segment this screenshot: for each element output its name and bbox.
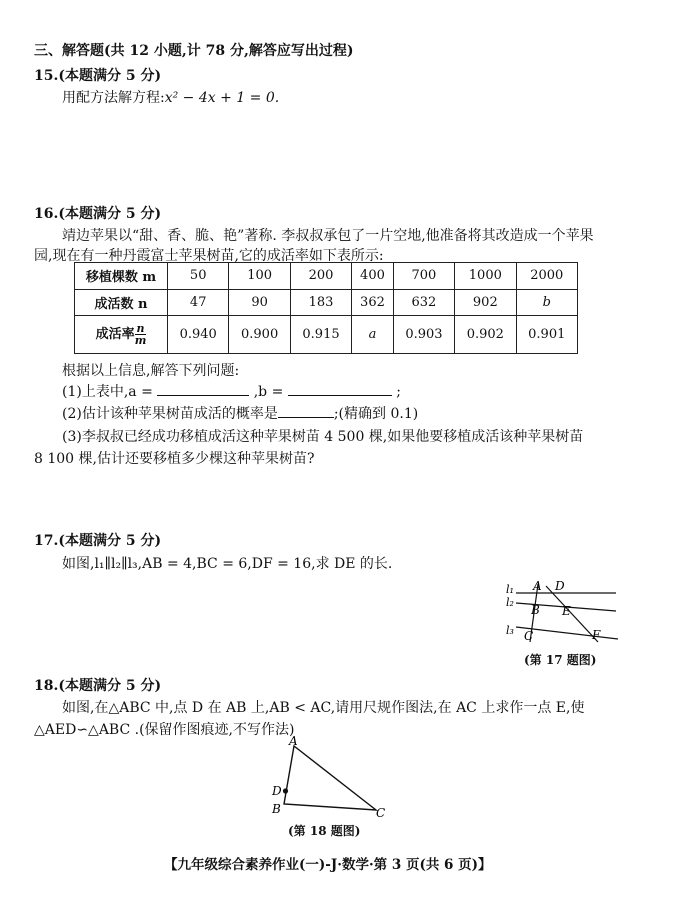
q16-part3-line2: 8 100 棵,估计还要移植多少棵这种苹果树苗?	[34, 451, 315, 467]
label-b: B	[272, 802, 281, 816]
answer-blank-b[interactable]	[288, 395, 392, 396]
q16-part2-prefix: (2)估计该种苹果树苗成活的概率是	[62, 406, 278, 422]
label-e: E	[562, 604, 571, 618]
point-d	[283, 788, 288, 793]
q17-figure-caption: (第 17 题图)	[524, 653, 597, 667]
rate-fraction-num: n	[136, 322, 145, 335]
q18-figure-caption: (第 18 题图)	[288, 824, 361, 838]
table-cell: 200	[290, 263, 351, 290]
label-c: C	[524, 629, 534, 643]
table-cell: 632	[393, 289, 454, 316]
table-cell: b	[516, 289, 577, 316]
table-cell: 2000	[516, 263, 577, 290]
label-l2: l₂	[506, 596, 514, 609]
q15-text: 用配方法解方程:	[62, 90, 165, 106]
table-cell: 183	[290, 289, 351, 316]
rate-label-text: 成活率	[95, 327, 135, 342]
label-l1: l₁	[506, 583, 514, 596]
label-d: D	[555, 579, 565, 593]
table-cell: 700	[393, 263, 454, 290]
q17-text: 如图,l₁∥l₂∥l₃,AB = 4,BC = 6,DF = 16,求 DE 的长.	[62, 556, 393, 572]
q16-intro-line2: 园,现在有一种丹霞富士苹果树苗,它的成活率如下表所示:	[34, 248, 384, 264]
table-cell: 0.901	[516, 316, 577, 354]
label-d: D	[272, 784, 282, 798]
q16-part3-line1: (3)李叔叔已经成功移植成活这种苹果树苗 4 500 棵,如果他要移植成活该种苹果树苗	[62, 429, 584, 445]
label-l3: l₃	[506, 624, 514, 637]
q16-header: 16.(本题满分 5 分)	[34, 206, 162, 222]
table-row	[75, 289, 578, 316]
table-cell: 0.940	[168, 316, 229, 354]
q16-part1-mid: ,b =	[253, 384, 284, 400]
q16-instruction: 根据以上信息,解答下列问题:	[62, 363, 240, 379]
row-label-survived: 成活数 n	[75, 289, 168, 316]
q18-figure	[264, 734, 394, 822]
table-cell: 0.902	[455, 316, 516, 354]
page-footer: 【九年级综合素养作业(一)-J·数学·第 3 页(共 6 页)】	[164, 857, 492, 873]
triangle-abc	[284, 746, 376, 810]
table-cell: 362	[352, 289, 394, 316]
section-title: 三、解答题(共 12 小题,计 78 分,解答应写出过程)	[34, 43, 354, 59]
q18-text-line2: △AED∽△ABC .(保留作图痕迹,不写作法)	[34, 722, 295, 738]
label-f: F	[592, 628, 601, 642]
label-a: A	[289, 734, 298, 748]
q16-part1-end: ;	[396, 384, 401, 400]
q18-header: 18.(本题满分 5 分)	[34, 678, 162, 694]
rate-fraction	[135, 323, 147, 346]
q16-part1-prefix: (1)上表中,a =	[62, 384, 153, 400]
q15-header: 15.(本题满分 5 分)	[34, 68, 162, 84]
q16-part2-end: ;(精确到 0.1)	[333, 406, 419, 422]
table-cell: 1000	[455, 263, 516, 290]
rate-fraction-den: m	[134, 334, 147, 347]
row-label-planted: 移植棵数 m	[75, 263, 168, 290]
table-cell: 47	[168, 289, 229, 316]
label-b: B	[531, 603, 540, 617]
q17-figure	[500, 576, 630, 648]
q16-intro-line1: 靖边苹果以“甜、香、脆、艳”著称. 李叔叔承包了一片空地,他准备将其改造成一个苹果	[62, 228, 594, 244]
row-label-rate	[75, 316, 168, 354]
table-cell: 100	[229, 263, 290, 290]
label-a: A	[533, 579, 542, 593]
table-cell: 400	[352, 263, 394, 290]
survival-rate-table	[74, 262, 578, 354]
table-cell: 902	[455, 289, 516, 316]
table-cell: 90	[229, 289, 290, 316]
q16-part2	[62, 403, 418, 423]
q18-text-line1: 如图,在△ABC 中,点 D 在 AB 上,AB < AC,请用尺规作图法,在 AC 上求作一点 E,使	[62, 700, 585, 716]
q17-header: 17.(本题满分 5 分)	[34, 533, 162, 549]
q15-question	[62, 87, 279, 107]
table-cell: 50	[168, 263, 229, 290]
table-row	[75, 263, 578, 290]
answer-blank-probability[interactable]	[278, 417, 334, 418]
table-cell: 0.903	[393, 316, 454, 354]
table-cell: 0.900	[229, 316, 290, 354]
table-row	[75, 316, 578, 354]
q16-part1	[62, 381, 401, 401]
table-cell: 0.915	[290, 316, 351, 354]
answer-blank-a[interactable]	[157, 395, 249, 396]
table-cell: a	[352, 316, 394, 354]
label-c: C	[376, 806, 386, 820]
q15-equation: x² − 4x + 1 = 0.	[164, 90, 280, 106]
